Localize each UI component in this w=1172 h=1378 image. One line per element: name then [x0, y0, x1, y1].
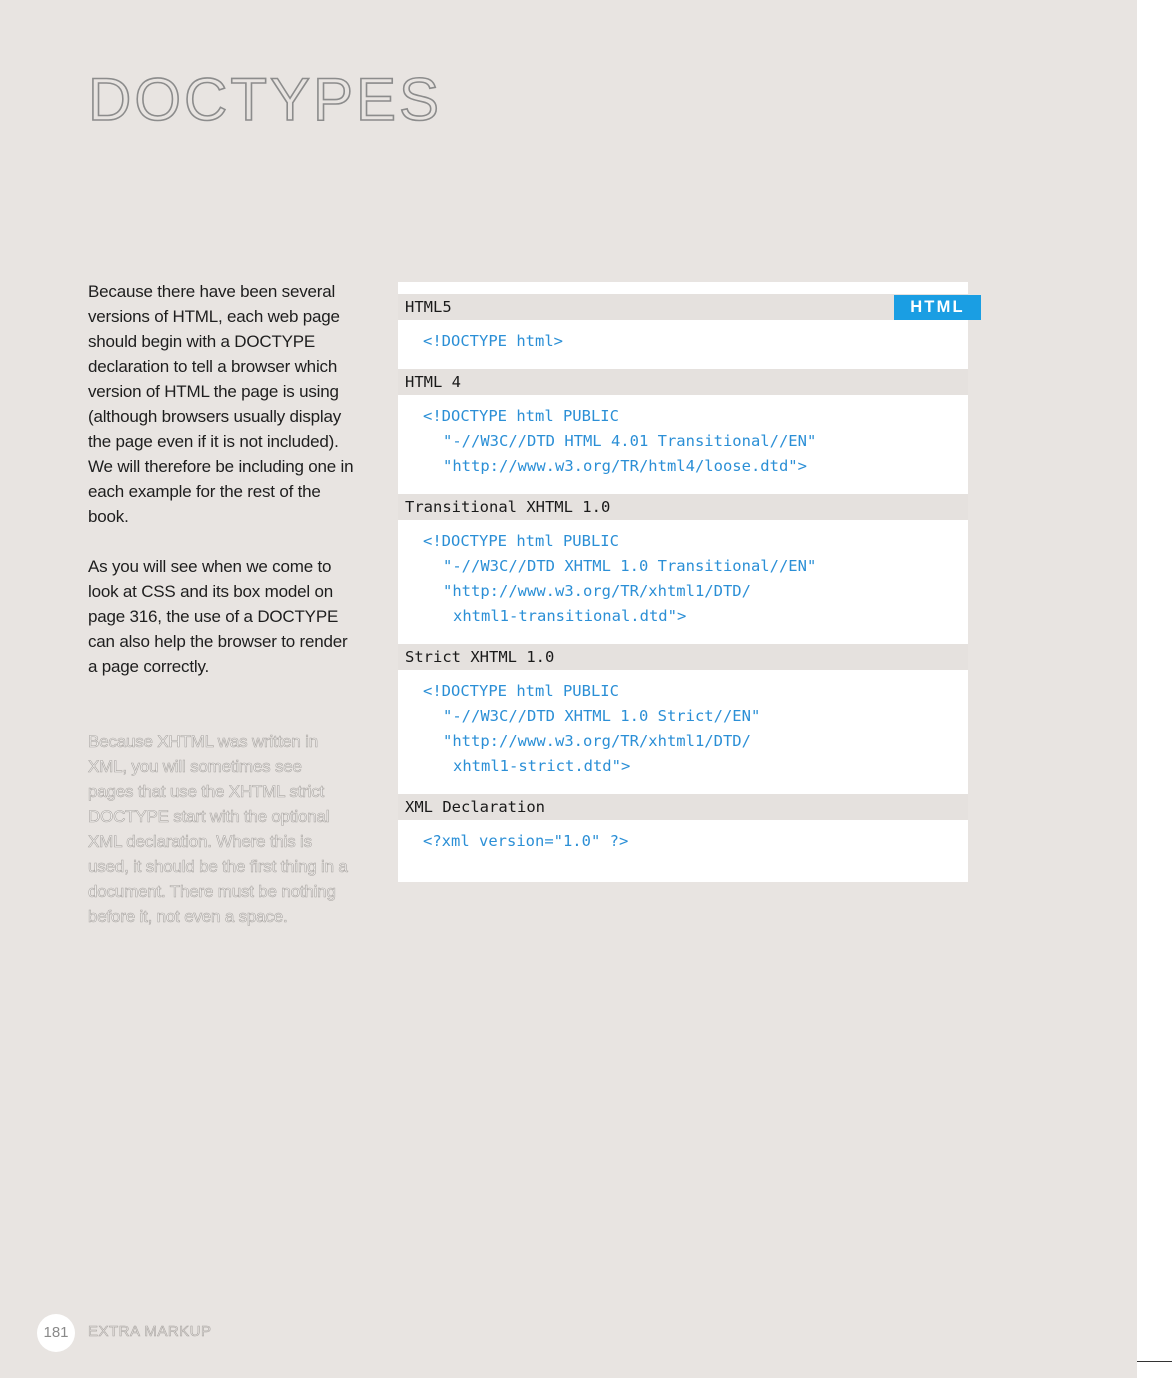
section-footer: EXTRA MARKUP: [88, 1323, 212, 1340]
code-line: "http://www.w3.org/TR/xhtml1/DTD/: [443, 732, 751, 750]
code-heading-html4: HTML 4: [398, 369, 968, 395]
code-line: "-//W3C//DTD XHTML 1.0 Strict//EN": [443, 707, 761, 725]
code-line: "-//W3C//DTD XHTML 1.0 Transitional//EN": [443, 557, 817, 575]
code-line: <?xml version="1.0" ?>: [423, 832, 629, 850]
page-number: 181: [37, 1314, 75, 1352]
page-edge-divider: [1137, 1361, 1172, 1362]
side-note: [88, 729, 350, 929]
code-line: <!DOCTYPE html>: [423, 332, 563, 350]
html-badge: HTML: [894, 295, 981, 320]
side-note-text: Because XHTML was written in XML, you will sometimes see pages that use the XHTML strict DOCTYPE start with the optional XML declaration. Where this is used, it should be the first thing in a document. There must be nothing before it, not even a space.: [88, 732, 348, 926]
code-line: <!DOCTYPE html PUBLIC: [423, 682, 619, 700]
code-line: "-//W3C//DTD HTML 4.01 Transitional//EN": [443, 432, 817, 450]
code-line: xhtml1-strict.dtd">: [453, 757, 631, 775]
code-heading-transitional-xhtml: Transitional XHTML 1.0: [398, 494, 968, 520]
page-title: DOCTYPES: [88, 66, 443, 133]
code-heading-xml-declaration: XML Declaration: [398, 794, 968, 820]
intro-text: [88, 279, 356, 704]
intro-paragraph-2: As you will see when we come to look at CSS and its box model on page 316, the use of a DOCTYPE can also help the browser to render a page correctly.: [88, 557, 348, 676]
code-line: "http://www.w3.org/TR/xhtml1/DTD/: [443, 582, 751, 600]
code-line: <!DOCTYPE html PUBLIC: [423, 532, 619, 550]
code-panel: [398, 282, 968, 882]
code-line: "http://www.w3.org/TR/html4/loose.dtd">: [443, 457, 807, 475]
code-line: <!DOCTYPE html PUBLIC: [423, 407, 619, 425]
code-heading-strict-xhtml: Strict XHTML 1.0: [398, 644, 968, 670]
intro-paragraph-1: Because there have been several versions of HTML, each web page should begin with a DOCTYPE declaration to tell a browser which version of HTML the page is using (although browsers usually display the page even if it is not included). We will therefore be including one in each example for the rest of the book.: [88, 282, 354, 526]
code-heading-html5: HTML5: [398, 294, 968, 320]
code-line: xhtml1-transitional.dtd">: [453, 607, 687, 625]
